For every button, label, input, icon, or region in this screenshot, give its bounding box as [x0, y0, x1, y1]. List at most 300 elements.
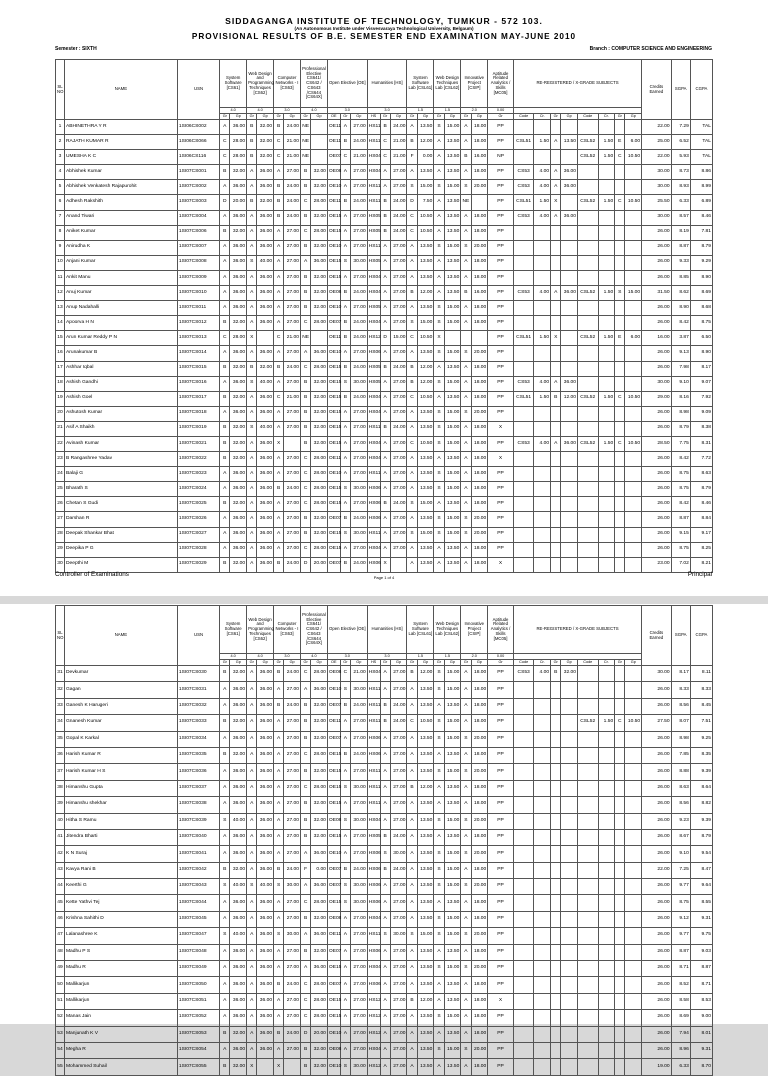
table-cell — [561, 1042, 578, 1058]
table-cell: HS04 — [367, 911, 380, 927]
table-cell — [578, 527, 599, 542]
table-cell — [534, 225, 551, 240]
table-cell: A — [407, 542, 417, 557]
table-cell — [615, 542, 625, 557]
table-cell: B — [300, 1059, 310, 1075]
table-cell: 16 — [56, 346, 65, 361]
table-cell: 24.00 — [390, 195, 407, 210]
table-cell — [598, 928, 615, 944]
table-cell: 27.00 — [284, 895, 301, 911]
table-cell — [578, 961, 599, 977]
table-cell: 15.00 — [417, 180, 434, 195]
table-cell: 9.17 — [690, 527, 712, 542]
table-cell: 32.00 — [230, 666, 247, 682]
table-cell: D — [300, 557, 310, 572]
table-cell — [534, 961, 551, 977]
table-cell — [578, 452, 599, 467]
table-cell: A — [220, 376, 230, 391]
table-cell: A — [340, 270, 350, 285]
table-cell — [513, 361, 534, 376]
table-cell: A — [274, 846, 284, 862]
table-cell — [551, 961, 561, 977]
table-row — [56, 135, 713, 150]
table-cell: A — [434, 225, 444, 240]
table-cell: A — [247, 1026, 257, 1042]
table-cell: HS06 — [367, 557, 380, 572]
table-cell — [615, 512, 625, 527]
table-cell: A — [407, 879, 417, 895]
table-cell: A — [380, 527, 390, 542]
table-cell: 28.00 — [230, 135, 247, 150]
table-cell: C — [407, 210, 417, 225]
table-cell: 36.00 — [257, 747, 274, 763]
table-cell: C — [615, 436, 625, 451]
table-cell: 36.00 — [257, 698, 274, 714]
table-cell: S — [220, 879, 230, 895]
table-cell: X — [551, 331, 561, 346]
student-usn: 1SI07CS054 — [177, 1042, 219, 1058]
table-cell: 27.00 — [284, 316, 301, 331]
table-cell — [615, 944, 625, 960]
table-cell: PP — [488, 715, 514, 731]
table-cell — [578, 421, 599, 436]
table-cell: PP — [488, 666, 514, 682]
table-cell: A — [247, 928, 257, 944]
table-cell: 36.00 — [257, 895, 274, 911]
table-cell: 24.00 — [350, 391, 367, 406]
table-cell: S — [461, 512, 471, 527]
table-cell — [534, 846, 551, 862]
table-cell: 36.00 — [230, 270, 247, 285]
table-cell — [513, 346, 534, 361]
table-cell — [598, 210, 615, 225]
table-cell: 12.00 — [417, 780, 434, 796]
table-cell: OE08 — [327, 813, 340, 829]
subheader-cell: Gp — [417, 114, 434, 120]
table-cell: 36.00 — [257, 180, 274, 195]
table-cell: 21 — [56, 421, 65, 436]
table-cell: 36.00 — [257, 210, 274, 225]
table-cell: B — [340, 316, 350, 331]
table-cell: 30.00 — [350, 1059, 367, 1075]
table-cell: HS05 — [367, 376, 380, 391]
subheader-cell: Gr — [488, 660, 514, 666]
results-table — [55, 59, 713, 573]
table-cell: B — [247, 150, 257, 165]
table-cell: 37 — [56, 764, 65, 780]
student-name: Mallikarjun — [64, 993, 177, 1009]
table-cell: A — [380, 813, 390, 829]
table-cell: 36.00 — [257, 993, 274, 1009]
table-cell: C — [380, 135, 390, 150]
table-cell: E — [615, 135, 625, 150]
student-name: Deepthi M — [64, 557, 177, 572]
table-cell: 18.00 — [471, 391, 488, 406]
table-cell — [551, 255, 561, 270]
table-cell: OE07 — [327, 698, 340, 714]
table-cell — [534, 361, 551, 376]
table-cell: B — [407, 376, 417, 391]
table-cell: 9.75 — [690, 928, 712, 944]
subject-credit: 1.5 — [434, 108, 461, 114]
table-cell: B — [220, 715, 230, 731]
table-cell: B — [274, 361, 284, 376]
table-cell — [615, 467, 625, 482]
table-cell: 27.00 — [284, 846, 301, 862]
header-subject: Web Design and Programming Techniques [CS62] — [247, 606, 274, 654]
table-cell: 15.00 — [444, 180, 461, 195]
table-cell — [551, 993, 561, 1009]
table-cell: 30.00 — [350, 895, 367, 911]
table-cell: 15.00 — [444, 346, 461, 361]
table-cell: 28.00 — [311, 993, 328, 1009]
table-cell: A — [247, 512, 257, 527]
table-cell: 8.88 — [671, 764, 690, 780]
table-cell: 13.50 — [444, 698, 461, 714]
table-row — [56, 512, 713, 527]
table-cell: 27.00 — [284, 346, 301, 361]
table-cell — [615, 895, 625, 911]
table-cell: OE08 — [327, 1042, 340, 1058]
table-cell — [578, 301, 599, 316]
table-row — [56, 346, 713, 361]
table-cell — [551, 797, 561, 813]
table-cell: 26.00 — [642, 497, 672, 512]
table-cell: 36.00 — [257, 797, 274, 813]
table-cell: A — [340, 993, 350, 1009]
table-cell: 26.00 — [642, 406, 672, 421]
table-cell: PP — [488, 813, 514, 829]
table-cell: 32.00 — [230, 361, 247, 376]
table-cell: 8.42 — [671, 316, 690, 331]
table-cell: 13.50 — [417, 895, 434, 911]
table-cell: OE15 — [327, 542, 340, 557]
table-cell: 27.00 — [350, 406, 367, 421]
table-cell — [257, 331, 274, 346]
table-cell: A — [220, 977, 230, 993]
table-cell: A — [461, 829, 471, 845]
table-cell: CSL51 — [513, 391, 534, 406]
table-cell: 15.00 — [417, 316, 434, 331]
table-cell: 32.00 — [257, 361, 274, 376]
table-cell: 8 — [56, 225, 65, 240]
table-cell: 36.00 — [230, 1042, 247, 1058]
table-cell — [513, 301, 534, 316]
table-cell: S — [461, 1042, 471, 1058]
table-cell: A — [380, 731, 390, 747]
table-cell: 36.00 — [311, 879, 328, 895]
table-cell: A — [551, 165, 561, 180]
table-cell: 26.00 — [642, 961, 672, 977]
table-cell — [625, 542, 642, 557]
table-cell: 15.00 — [444, 240, 461, 255]
table-cell — [534, 557, 551, 572]
table-cell: A — [461, 698, 471, 714]
table-row — [56, 715, 713, 731]
header-slno: SL NO — [56, 606, 65, 666]
table-cell: 20.00 — [471, 1042, 488, 1058]
table-cell: 16.00 — [642, 331, 672, 346]
table-cell: 1.50 — [534, 391, 551, 406]
student-name: Bharath S — [64, 482, 177, 497]
table-cell: A — [407, 764, 417, 780]
table-cell — [561, 527, 578, 542]
table-cell: 13.50 — [444, 135, 461, 150]
table-cell: B — [274, 666, 284, 682]
table-cell: 26.00 — [642, 797, 672, 813]
table-cell — [598, 452, 615, 467]
table-row — [56, 165, 713, 180]
table-cell — [615, 361, 625, 376]
table-cell: B — [220, 391, 230, 406]
table-cell: 21.00 — [284, 150, 301, 165]
table-cell: A — [380, 270, 390, 285]
table-cell: 32.00 — [311, 301, 328, 316]
table-cell — [578, 120, 599, 135]
table-cell: B — [407, 286, 417, 301]
table-cell: 36.00 — [230, 406, 247, 421]
table-cell: 13.50 — [444, 977, 461, 993]
header-name: NAME — [64, 606, 177, 666]
table-cell: S — [461, 731, 471, 747]
table-cell: HS11 — [367, 682, 380, 698]
table-cell: OE15 — [327, 421, 340, 436]
table-cell: 12.00 — [417, 286, 434, 301]
table-cell: 27.00 — [390, 944, 407, 960]
table-cell: A — [340, 346, 350, 361]
table-cell: OE15 — [327, 747, 340, 763]
table-cell — [551, 225, 561, 240]
subheader-cell: Gp — [417, 660, 434, 666]
table-cell: OE15 — [327, 993, 340, 1009]
table-cell — [578, 316, 599, 331]
table-cell: CSL52 — [578, 286, 599, 301]
table-cell: 32.00 — [311, 406, 328, 421]
table-cell: 30.00 — [350, 682, 367, 698]
table-cell: 8.52 — [671, 977, 690, 993]
table-cell: A — [220, 467, 230, 482]
table-cell: S — [247, 376, 257, 391]
table-cell: A — [407, 240, 417, 255]
table-cell: 25.50 — [642, 195, 672, 210]
table-cell: C — [300, 895, 310, 911]
table-cell: 1.50 — [598, 135, 615, 150]
table-cell: 27.00 — [390, 879, 407, 895]
table-cell: A — [247, 862, 257, 878]
table-cell: 18.00 — [471, 747, 488, 763]
table-cell: 36.00 — [230, 993, 247, 1009]
table-cell: 13.50 — [417, 482, 434, 497]
table-cell: PP — [488, 331, 514, 346]
table-cell — [561, 316, 578, 331]
table-cell — [615, 879, 625, 895]
table-cell — [598, 255, 615, 270]
table-cell: A — [340, 846, 350, 862]
table-cell: PP — [488, 928, 514, 944]
table-cell: 36.00 — [230, 467, 247, 482]
table-cell: 8.25 — [690, 542, 712, 557]
table-cell — [578, 240, 599, 255]
table-cell: 36.00 — [230, 255, 247, 270]
table-cell: A — [407, 1026, 417, 1042]
table-cell — [551, 406, 561, 421]
table-cell — [561, 452, 578, 467]
table-cell: 8.68 — [690, 301, 712, 316]
table-cell: CS53 — [513, 286, 534, 301]
table-cell: CSL52 — [578, 331, 599, 346]
table-cell: PP — [488, 165, 514, 180]
table-cell: 36.00 — [230, 120, 247, 135]
student-name: Mohammed Suhail — [64, 1059, 177, 1075]
table-cell: B — [220, 452, 230, 467]
table-cell: 27.00 — [390, 165, 407, 180]
table-cell: 8.63 — [671, 780, 690, 796]
table-cell: 23 — [56, 452, 65, 467]
table-cell: CSL51 — [513, 195, 534, 210]
table-cell: 8.42 — [671, 452, 690, 467]
student-usn: 1SI07CS019 — [177, 421, 219, 436]
table-cell: 36.00 — [561, 210, 578, 225]
table-cell — [551, 316, 561, 331]
table-cell: PP — [488, 240, 514, 255]
student-name: Darshan R — [64, 512, 177, 527]
table-cell: 8.63 — [690, 467, 712, 482]
table-cell: 36.00 — [257, 557, 274, 572]
table-cell: A — [274, 911, 284, 927]
table-cell: A — [380, 452, 390, 467]
table-cell: A — [461, 376, 471, 391]
table-cell: 36.00 — [311, 846, 328, 862]
table-cell: 8.55 — [690, 895, 712, 911]
table-cell: OE15 — [327, 391, 340, 406]
table-cell: 32.00 — [311, 813, 328, 829]
table-cell: 26.00 — [642, 527, 672, 542]
table-cell: 29.00 — [642, 391, 672, 406]
table-cell: S — [434, 911, 444, 927]
header-subject: System Software [CS61] — [220, 60, 247, 108]
table-cell: 40.00 — [230, 879, 247, 895]
table-cell: 18.00 — [471, 682, 488, 698]
table-cell: A — [434, 391, 444, 406]
subheader-cell: Gr — [380, 660, 390, 666]
table-cell — [534, 240, 551, 255]
table-cell: A — [340, 797, 350, 813]
table-cell — [615, 813, 625, 829]
table-cell: 27.00 — [284, 961, 301, 977]
table-row — [56, 270, 713, 285]
table-cell — [615, 316, 625, 331]
table-cell: 27.00 — [390, 482, 407, 497]
table-cell: A — [274, 527, 284, 542]
table-cell — [578, 879, 599, 895]
table-cell: 24.00 — [284, 977, 301, 993]
table-cell: 17 — [56, 361, 65, 376]
table-cell: 28.00 — [311, 452, 328, 467]
table-cell: 32.00 — [257, 120, 274, 135]
table-cell: S — [407, 497, 417, 512]
table-cell: 51 — [56, 993, 65, 1009]
table-cell: 26 — [56, 497, 65, 512]
table-cell — [615, 731, 625, 747]
table-cell — [311, 120, 328, 135]
student-usn: 1SI07CS028 — [177, 542, 219, 557]
table-cell: A — [220, 846, 230, 862]
subheader-cell: Gr — [340, 660, 350, 666]
table-cell — [534, 120, 551, 135]
table-cell: 36.00 — [257, 452, 274, 467]
table-cell — [534, 1042, 551, 1058]
table-cell: A — [274, 301, 284, 316]
table-cell: 8.71 — [690, 977, 712, 993]
table-cell: A — [461, 482, 471, 497]
table-cell: B — [220, 1059, 230, 1075]
table-cell: A — [274, 961, 284, 977]
table-cell — [513, 731, 534, 747]
table-cell — [578, 895, 599, 911]
table-cell: 36.00 — [230, 210, 247, 225]
table-cell: 0.00 — [417, 150, 434, 165]
table-row — [56, 1010, 713, 1026]
table-cell: 38 — [56, 780, 65, 796]
table-cell: 27.00 — [390, 316, 407, 331]
table-cell: 8.53 — [690, 993, 712, 1009]
table-cell: A — [380, 512, 390, 527]
table-cell: A — [407, 944, 417, 960]
table-cell: S — [407, 928, 417, 944]
table-cell: 36.00 — [230, 944, 247, 960]
table-cell: A — [274, 316, 284, 331]
table-cell: HS12 — [367, 1026, 380, 1042]
table-cell: 28.00 — [311, 497, 328, 512]
table-cell: HS04 — [367, 436, 380, 451]
table-cell: PP — [488, 780, 514, 796]
table-cell: 15.00 — [444, 436, 461, 451]
table-cell: B — [300, 944, 310, 960]
table-cell: X — [488, 993, 514, 1009]
table-cell: OE15 — [327, 255, 340, 270]
table-cell: A — [407, 421, 417, 436]
table-cell: 13.50 — [444, 452, 461, 467]
table-row — [56, 391, 713, 406]
table-cell: D — [220, 195, 230, 210]
table-cell: OE15 — [327, 361, 340, 376]
table-cell: B — [300, 764, 310, 780]
table-cell: 8.86 — [690, 165, 712, 180]
table-cell: 27.00 — [390, 452, 407, 467]
table-cell: A — [407, 862, 417, 878]
table-cell — [471, 331, 488, 346]
table-cell: 36.00 — [561, 376, 578, 391]
table-cell: A — [461, 944, 471, 960]
table-cell: S — [461, 240, 471, 255]
table-cell: S — [247, 879, 257, 895]
table-cell: 27.00 — [390, 993, 407, 1009]
table-cell: 18.00 — [471, 666, 488, 682]
table-cell: 36.00 — [257, 225, 274, 240]
header-subject: Aptitude Related Analytics / Skills [MC05] — [488, 606, 514, 654]
table-cell: 22 — [56, 436, 65, 451]
table-cell: 26.00 — [642, 698, 672, 714]
table-cell: PP — [488, 467, 514, 482]
table-cell: 15.00 — [444, 482, 461, 497]
table-cell: A — [407, 911, 417, 927]
table-cell: A — [380, 542, 390, 557]
table-cell: TAL — [690, 135, 712, 150]
table-cell: 40.00 — [257, 879, 274, 895]
table-cell: 3 — [56, 150, 65, 165]
table-cell: 6.00 — [625, 331, 642, 346]
table-cell: 36.00 — [230, 895, 247, 911]
